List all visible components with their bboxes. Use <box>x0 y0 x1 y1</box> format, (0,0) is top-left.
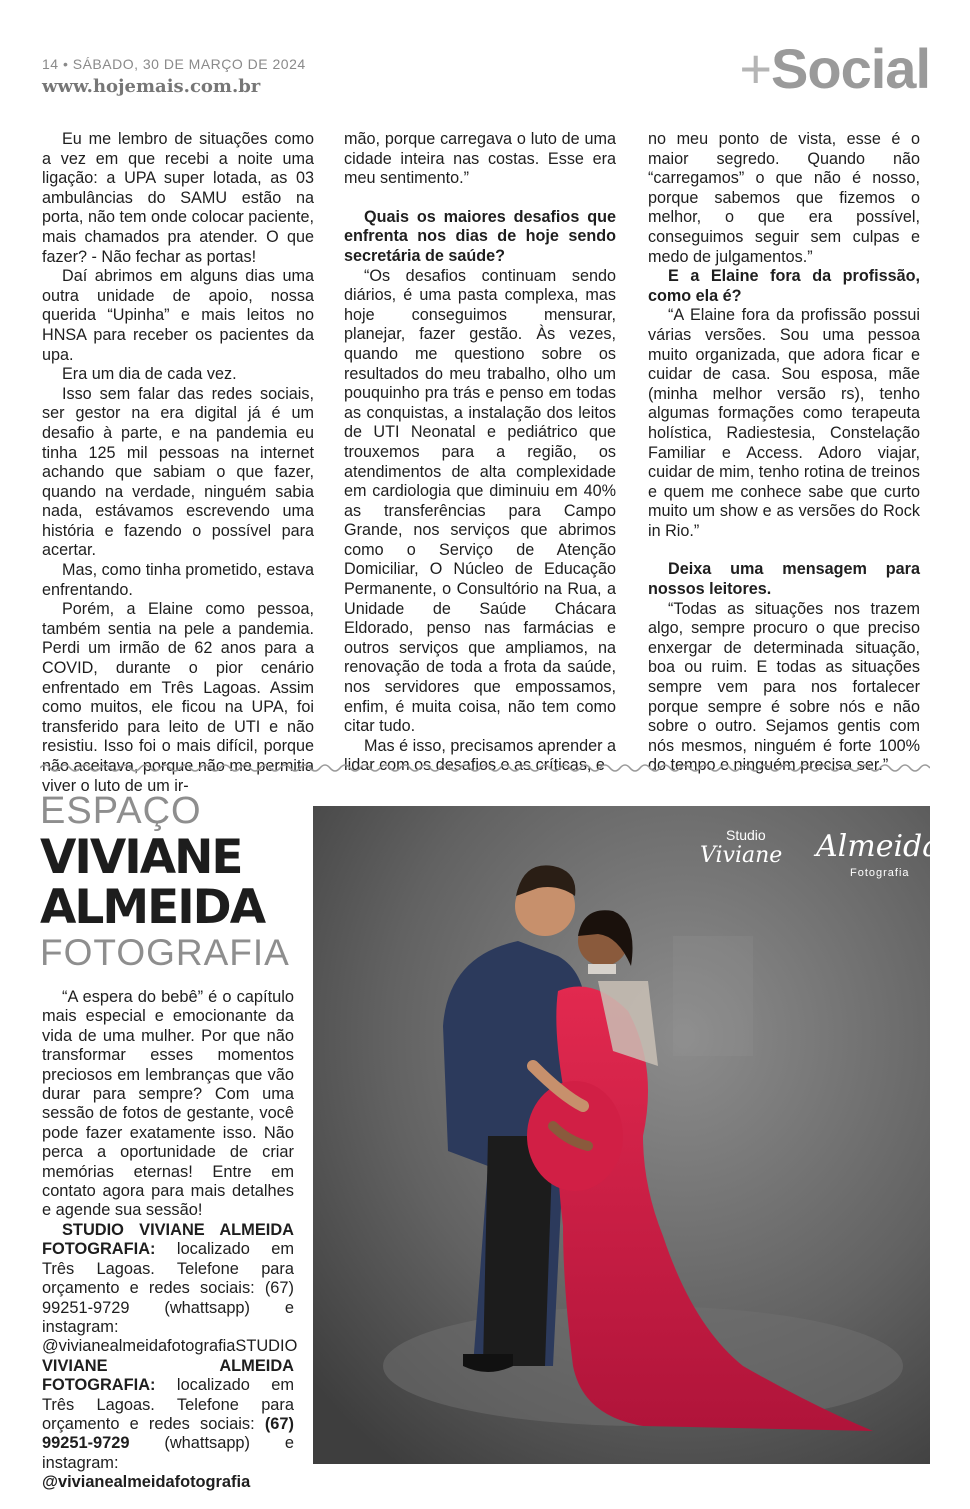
section-label: Social <box>771 37 930 100</box>
logo-almeida: Almeida <box>816 829 941 864</box>
ad-fotografia: FOTOGRAFIA <box>40 932 290 973</box>
section-plus: + <box>739 37 772 100</box>
interview-question: Deixa uma mensagem para nossos leitores. <box>648 560 920 599</box>
paragraph: no meu ponto de vista, esse é o maior segredo. Quando não “carregamos” o que não é nosso, porque sabemos que fizemos o melhor, o que era possível, conseguimos seguir sem culpas e medo de julgamentos.” <box>648 130 920 266</box>
paragraph: mão, porque carregava o luto de uma cidade inteira nas costas. Esse era meu sentimento.” <box>344 130 616 188</box>
paragraph: Mas é isso, precisamos aprender a lidar com os desafios e as críticas, e <box>344 736 616 775</box>
ad-name-line-2: ALMEIDA <box>40 880 265 935</box>
ad-paragraph: “A espera do bebê” é o capítulo mais especial e emocionante da vida de uma mulher. Por que não transformar esses momentos preciosos em lembranças que vão durar para sempre? Com uma sessão de fotos de gestante, você pode fazer exatamente isso. Não perca a oportunidade de criar memórias eternas! Entre em contato agora para mais detalhes e agende sua sessão! <box>42 988 294 1220</box>
contact-text: localizado em Três Lagoas. Telefone para orçamento e redes sociais: (67) 99251-9729 (whattsapp) e instagram: @vivianealmeidafotografiaSTUDIO <box>42 1240 298 1356</box>
paragraph: Isso sem falar das redes sociais, ser gestor na era digital já é um desafio à parte, e na pandemia eu tinha 125 mil pessoas na internet achando que sabiam o que fazer, quando na verdade, ninguém sabia nada, estávamos escrevendo uma história e fazendo o possível para acertar. <box>42 384 314 560</box>
ad-name-line-1: VIVIANE <box>40 830 242 885</box>
logo-viviane: Viviane <box>700 843 783 868</box>
maternity-photo <box>313 806 930 1464</box>
paragraph: “Os desafios continuam sendo diários, é uma pasta complexa, mas hoje conseguimos mensurar, planejar, fazer gestão. Às vezes, quando me questiono sobre os resultados do meu trabalho, olho um pouquinho pra trás e penso em todas as conquistas, a instalação dos leitos de UTI Neonatal e pediátrico que trouxemos para a região, os atendimentos de alta complexidade em cardiologia que diminuiu em 40% as transferências para Campo Grande, nos serviços que abrimos como o Serviço de Atenção Domiciliar, O Núcleo de Educação Permanente, o Consultório na Rua, a Unidade de Saúde Chácara Eldorado, penso nas farmácias e outros serviços que ampliamos, na renovação de toda a frota da saúde, nos servidores que empossamos, enfim, é muita coisa, não tem como citar tudo. <box>344 266 616 736</box>
wavy-divider <box>40 760 930 776</box>
paragraph: Eu me lembro de situações como a vez em que recebi a noite uma ligação: a UPA super lotada, as 03 ambulâncias do SAMU estão na porta, não tem onde colocar paciente, mais chamados pra atender. O que fazer? - Não fechar as portas! <box>42 130 314 266</box>
site-url: www.hojemais.com.br <box>42 76 261 97</box>
paragraph: “Todas as situações nos trazem algo, sempre procuro o que preciso enxergar de determinada situação, boa ou ruim. E todas as situações sempre vem para nos fortalecer porque sempre é sobre nós e não sobre o outro. Sejamos gentis com nós mesmos, ninguém é forte 100% do tempo e ninguém precisa ser.” <box>648 599 920 775</box>
interview-question: Quais os maiores desafios que enfrenta nos dias de hoje sendo secretária de saúde? <box>344 207 616 265</box>
paragraph: Daí abrimos em alguns dias uma outra unidade de apoio, nossa querida “Upinha” e mais leitos no HNSA para receber os pacientes da upa. <box>42 267 314 364</box>
studio-name: STUDIO VIVIANE ALMEIDA FOTOGRAFIA: <box>42 1220 294 1259</box>
article-column-2 <box>344 130 616 776</box>
ad-heading <box>40 790 302 974</box>
paragraph: Mas, como tinha prometido, estava enfrentando. <box>42 561 314 599</box>
interview-question: E a Elaine fora da profissão, como ela é? <box>648 267 920 305</box>
article-column-1 <box>42 130 314 796</box>
phone-number: (67) 99251-9729 <box>42 1414 294 1453</box>
logo-studio: Studio <box>726 827 766 843</box>
paragraph: Porém, a Elaine como pessoa, também sentia na pele a pandemia. Perdi um irmão de 62 anos para a COVID, durante o pior cenário enfrentado em Três Lagoas. Assim como muitos, ele ficou na UPA, foi transferido para leito de UTI e não resistiu. Isso foi o mais difícil, porque não aceitava, porque não me permitia viver o luto de um ir- <box>42 600 314 795</box>
contact-text: localizado em Três Lagoas. Telefone para orçamento e redes sociais: <box>42 1376 294 1433</box>
studio-name: VIVIANE ALMEIDA FOTOGRAFIA: <box>42 1356 294 1395</box>
instagram-handle: @vivianealmeidafotografia <box>42 1473 251 1492</box>
ad-espaco: ESPAÇO <box>40 790 202 832</box>
paragraph: “A Elaine fora da profissão possui várias versões. Sou uma pessoa muito organizada, que adora ficar e cuidar de casa. Sou esposa, mãe (minha melhor versão rs), tenho algumas formações como terapeuta holística, Radiestesia, Constelação Familiar e Access. Adoro viajar, cuidar de mim, tenho rotina de treinos e quem me conhece sabe que curto muito um show e as versões do Rock in Rio.” <box>648 306 920 540</box>
article-column-3 <box>648 130 920 776</box>
contact-text: (whattsapp) e instagram: <box>42 1434 294 1472</box>
paragraph: Era um dia de cada vez. <box>62 365 237 384</box>
section-title <box>739 36 930 101</box>
logo-fotografia: Fotografia <box>850 867 910 879</box>
ad-contact <box>42 1220 298 1493</box>
page-date-line: 14 • SÁBADO, 30 DE MARÇO DE 2024 <box>42 56 306 72</box>
ad-body <box>42 988 298 1493</box>
